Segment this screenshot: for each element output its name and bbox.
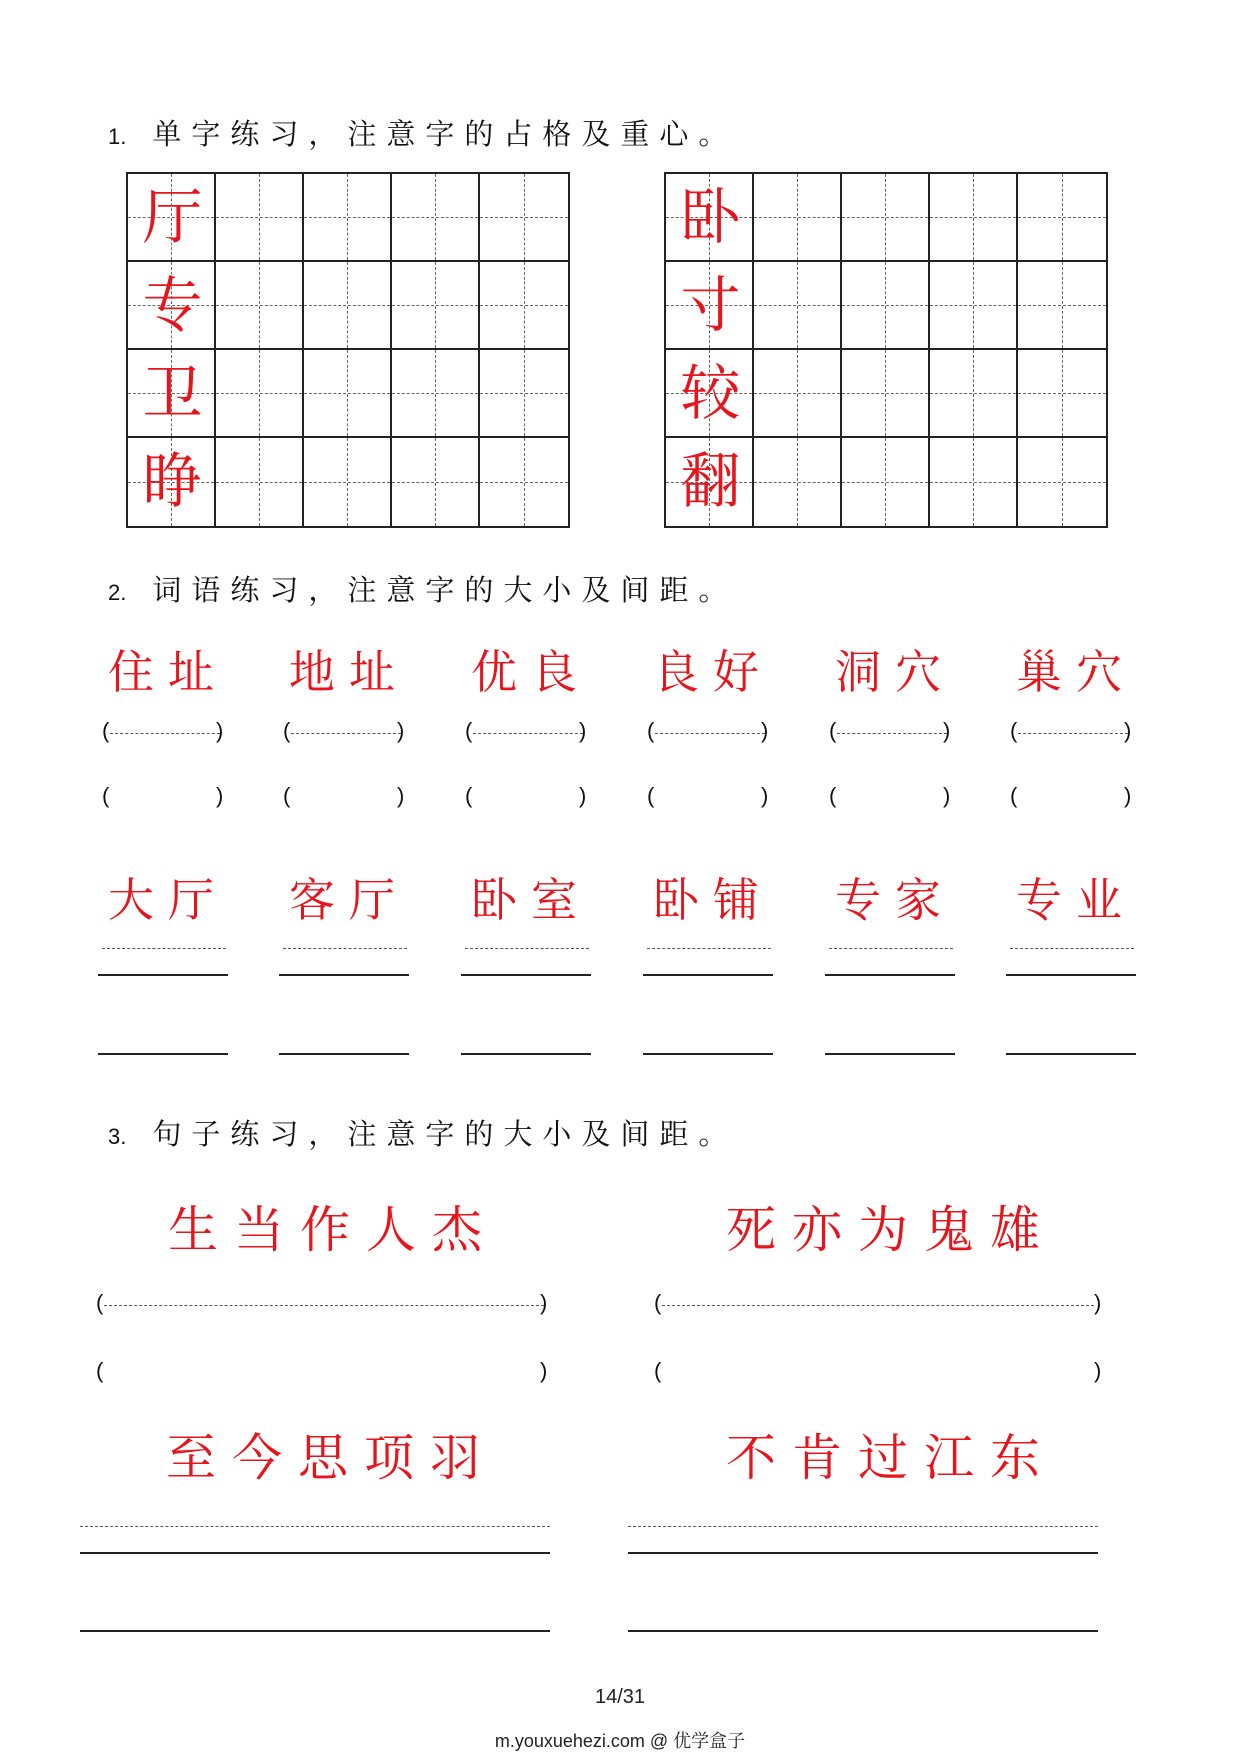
paren-open: (	[96, 1358, 104, 1383]
word-model: 洞穴	[835, 645, 955, 699]
grid-guide-horizontal	[930, 482, 1016, 483]
section3-number: 3.	[108, 1124, 127, 1149]
dashed-guide	[829, 948, 953, 949]
grid-guide-horizontal	[304, 482, 390, 483]
section1-number: 1.	[108, 124, 127, 149]
dashed-guide	[1010, 948, 1134, 949]
paren-close: )	[397, 783, 405, 808]
word-model: 地址	[289, 645, 409, 699]
grid-guide-horizontal	[480, 393, 568, 394]
grid-guide-horizontal	[842, 482, 928, 483]
grid-cell	[216, 438, 304, 526]
paren-close: )	[1094, 1290, 1102, 1315]
grid-cell	[128, 350, 216, 438]
model-character: 翻	[680, 447, 741, 517]
grid-cell	[480, 350, 568, 438]
paren-open: (	[1010, 783, 1018, 808]
grid-cell	[480, 438, 568, 526]
dashed-guide	[1018, 733, 1128, 734]
section3-heading	[108, 1112, 737, 1153]
grid-guide-horizontal	[754, 393, 840, 394]
grid-guide-horizontal	[842, 305, 928, 306]
writing-line	[1006, 1053, 1136, 1055]
word-model: 专业	[1016, 873, 1136, 927]
grid-guide-horizontal	[1018, 482, 1106, 483]
writing-line	[461, 1053, 591, 1055]
paren-close: )	[943, 783, 951, 808]
writing-line	[1006, 974, 1136, 976]
grid-cell	[754, 174, 842, 262]
grid-cell	[480, 174, 568, 262]
paren-close: )	[397, 718, 405, 743]
writing-line	[80, 1630, 550, 1632]
word-model: 优良	[471, 645, 591, 699]
writing-line	[279, 1053, 409, 1055]
word-model: 良好	[653, 645, 773, 699]
grid-cell	[392, 174, 480, 262]
word-model: 卧室	[471, 873, 591, 927]
grid-guide-horizontal	[392, 482, 478, 483]
grid-cell	[304, 262, 392, 350]
sentence-line1-left: 生当作人杰	[168, 1201, 498, 1259]
dashed-guide	[291, 733, 401, 734]
grid-cell	[842, 262, 930, 350]
dashed-guide	[628, 1526, 1098, 1527]
grid-cell	[1018, 262, 1106, 350]
grid-cell	[842, 438, 930, 526]
left-writing-grid	[126, 172, 570, 528]
grid-cell	[1018, 350, 1106, 438]
grid-cell	[930, 174, 1018, 262]
model-character: 较	[680, 359, 741, 429]
grid-cell	[216, 174, 304, 262]
section2-number: 2.	[108, 580, 127, 605]
writing-line	[461, 974, 591, 976]
paren-open: (	[647, 718, 655, 743]
grid-guide-horizontal	[1018, 217, 1106, 218]
model-character: 卧	[680, 183, 741, 253]
writing-line	[279, 974, 409, 976]
dashed-guide	[283, 948, 407, 949]
paren-close: )	[216, 783, 224, 808]
paren-close: )	[1124, 783, 1132, 808]
paren-open: (	[829, 718, 837, 743]
paren-close: )	[943, 718, 951, 743]
writing-line	[825, 1053, 955, 1055]
dashed-guide	[647, 948, 771, 949]
grid-cell	[392, 438, 480, 526]
section2-title: 词语练习，注意字的大小及间距。	[152, 573, 738, 607]
writing-line	[628, 1630, 1098, 1632]
paren-close: )	[579, 718, 587, 743]
model-character: 寸	[680, 271, 741, 341]
grid-cell	[216, 350, 304, 438]
dashed-guide	[473, 733, 583, 734]
word-model: 卧铺	[653, 873, 773, 927]
grid-cell	[930, 350, 1018, 438]
word-model: 住址	[108, 645, 228, 699]
grid-cell	[666, 262, 754, 350]
paren-open: (	[647, 783, 655, 808]
section2-heading	[108, 568, 737, 609]
grid-cell	[304, 438, 392, 526]
model-character: 睁	[142, 447, 203, 517]
writing-line	[98, 1053, 228, 1055]
grid-cell	[754, 350, 842, 438]
grid-guide-horizontal	[304, 217, 390, 218]
grid-cell	[216, 262, 304, 350]
paren-open: (	[465, 783, 473, 808]
paren-close: )	[579, 783, 587, 808]
grid-cell	[128, 174, 216, 262]
word-model: 专家	[835, 873, 955, 927]
paren-close: )	[1124, 718, 1132, 743]
paren-close: )	[540, 1358, 548, 1383]
grid-guide-horizontal	[216, 482, 302, 483]
paren-close: )	[761, 783, 769, 808]
grid-guide-horizontal	[304, 393, 390, 394]
grid-cell	[480, 262, 568, 350]
model-character: 卫	[142, 359, 203, 429]
grid-guide-horizontal	[480, 305, 568, 306]
sentence-line1-right: 死亦为鬼雄	[726, 1201, 1056, 1259]
site-credit: m.youxuehezi.com @ 优学盒子	[494, 1731, 746, 1751]
paren-open: (	[465, 718, 473, 743]
paren-open: (	[829, 783, 837, 808]
grid-cell	[842, 350, 930, 438]
writing-line	[825, 974, 955, 976]
dashed-guide	[80, 1526, 550, 1527]
grid-guide-horizontal	[842, 217, 928, 218]
writing-line	[98, 974, 228, 976]
grid-guide-horizontal	[842, 393, 928, 394]
word-model: 巢穴	[1016, 645, 1136, 699]
dashed-guide	[104, 1305, 544, 1306]
paren-close: )	[1094, 1358, 1102, 1383]
model-character: 厅	[142, 183, 203, 253]
grid-guide-horizontal	[754, 482, 840, 483]
right-writing-grid	[664, 172, 1108, 528]
paren-open: (	[96, 1290, 104, 1315]
paren-open: (	[654, 1358, 662, 1383]
paren-open: (	[102, 718, 110, 743]
writing-line	[80, 1552, 550, 1554]
dashed-guide	[662, 1305, 1094, 1306]
paren-open: (	[1010, 718, 1018, 743]
grid-cell	[1018, 174, 1106, 262]
writing-line	[643, 974, 773, 976]
grid-cell	[842, 174, 930, 262]
grid-guide-horizontal	[216, 393, 302, 394]
model-character: 专	[142, 271, 203, 341]
dashed-guide	[655, 733, 765, 734]
grid-guide-horizontal	[1018, 305, 1106, 306]
paren-open: (	[654, 1290, 662, 1315]
grid-guide-horizontal	[930, 393, 1016, 394]
dashed-guide	[465, 948, 589, 949]
grid-guide-horizontal	[930, 217, 1016, 218]
grid-guide-horizontal	[1018, 393, 1106, 394]
paren-close: )	[540, 1290, 548, 1315]
paren-close: )	[216, 718, 224, 743]
grid-cell	[754, 262, 842, 350]
grid-cell	[392, 350, 480, 438]
grid-guide-horizontal	[480, 482, 568, 483]
grid-guide-horizontal	[392, 217, 478, 218]
grid-guide-horizontal	[216, 305, 302, 306]
grid-cell	[666, 438, 754, 526]
grid-guide-horizontal	[304, 305, 390, 306]
grid-cell	[666, 350, 754, 438]
word-model: 客厅	[289, 873, 409, 927]
writing-line	[628, 1552, 1098, 1554]
grid-guide-horizontal	[930, 305, 1016, 306]
dashed-guide	[110, 733, 220, 734]
page-number: 14/31	[594, 1686, 646, 1708]
grid-cell	[1018, 438, 1106, 526]
word-model: 大厅	[108, 873, 228, 927]
grid-cell	[128, 438, 216, 526]
grid-cell	[666, 174, 754, 262]
paren-close: )	[761, 718, 769, 743]
grid-cell	[754, 438, 842, 526]
section1-title: 单字练习，注意字的占格及重心。	[152, 117, 738, 151]
grid-cell	[930, 438, 1018, 526]
grid-cell	[304, 174, 392, 262]
grid-cell	[392, 262, 480, 350]
grid-guide-horizontal	[392, 305, 478, 306]
section3-title: 句子练习，注意字的大小及间距。	[152, 1117, 738, 1151]
dashed-guide	[102, 948, 226, 949]
paren-open: (	[283, 718, 291, 743]
grid-guide-horizontal	[480, 217, 568, 218]
sentence-line2-left: 至今思项羽	[166, 1429, 496, 1487]
grid-guide-horizontal	[754, 217, 840, 218]
grid-cell	[930, 262, 1018, 350]
grid-guide-horizontal	[216, 217, 302, 218]
paren-open: (	[102, 783, 110, 808]
sentence-line2-right: 不肯过江东	[726, 1429, 1056, 1487]
grid-cell	[128, 262, 216, 350]
dashed-guide	[837, 733, 947, 734]
grid-guide-horizontal	[754, 305, 840, 306]
paren-open: (	[283, 783, 291, 808]
writing-line	[643, 1053, 773, 1055]
section1-heading	[108, 112, 737, 153]
grid-cell	[304, 350, 392, 438]
grid-guide-horizontal	[392, 393, 478, 394]
